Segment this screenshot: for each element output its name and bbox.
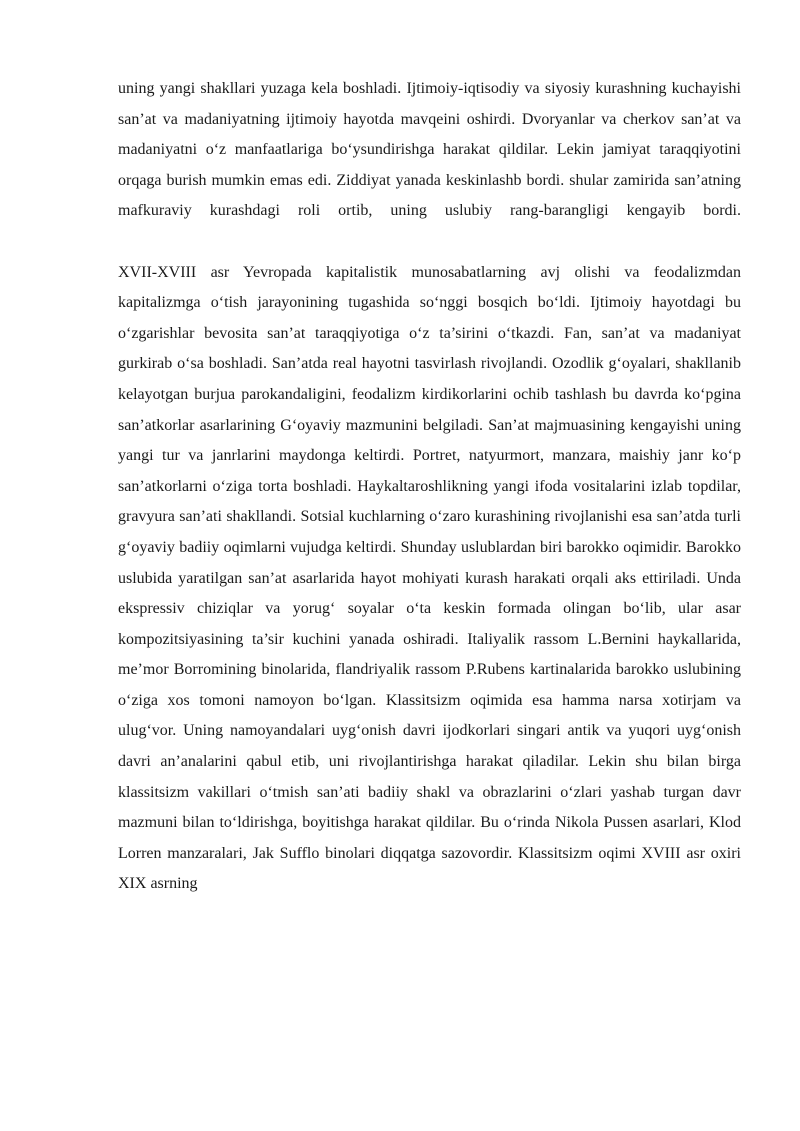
paragraph-1: uning yangi shakllari yuzaga kela boshladi. Ijtimoiy-iqtisodiy va siyosiy kurashning kuchayishi san’at va madaniyatning ijtimoiy hayotda mavqeini oshirdi. Dvoryanlar va cherkov san’at va madaniyatni o‘z manfaatlariga bo‘ysundirishga harakat qildilar. Lekin jamiyat taraqqiyotini orqaga burish mumkin emas edi. Ziddiyat yanada keskinlashb bordi. shular zamirida san’atning mafkuraviy kurashdagi roli ortib, uning uslubiy rang-barangligi kengayib bordi. bbox=[118, 80, 741, 220]
paragraph-2: XVII-XVIII asr Yevropada kapitalistik munosabatlarning avj olishi va feodalizmdan kapitalizmga o‘tish jarayonining tugashida so‘nggi bosqich bo‘ldi. Ijtimoiy hayotdagi bu o‘zgarishlar bevosita san’at taraqqiyotiga o‘z ta’sirini o‘tkazdi. Fan, san’at va madaniyat gurkirab o‘sa boshladi. San’atda real hayotni tasvirlash rivojlandi. Ozodlik g‘oyalari, shakllanib kelayotgan burjua parokandaligini, feodalizm kirdikorlarini ochib tashlash bu davrda ko‘pgina san’atkorlar asarlarining G‘oyaviy mazmunini belgiladi. San’at majmuasining kengayishi uning yangi tur va janrlarini maydonga keltirdi. Portret, natyurmort, manzara, maishiy janr ko‘p san’atkorlarni o‘ziga torta boshladi. Haykaltaroshlikning yangi ifoda vositalarini izlab topdilar, gravyura san’ati shakllandi. Sotsial kuchlarning o‘zaro kurashining rivojlanishi esa san’atda turli g‘oyaviy badiiy oqimlarni vujudga keltirdi. Shunday uslublardan biri barokko oqimidir. Barokko uslubida yaratilgan san’at asarlarida hayot mohiyati kurash harakati orqali aks ettiriladi. Unda ekspressiv chiziqlar va yorug‘ soyalar o‘ta keskin formada olingan bo‘lib, ular asar kompozitsiyasining ta’sir kuchini yanada oshiradi. Italiyalik rassom L.Bernini haykallarida, me’mor Borromining binolarida, flandriyalik rassom P.Rubens kartinalarida barokko uslubining o‘ziga xos tomoni namoyon bo‘lgan. Klassitsizm oqimida esa hamma narsa xotirjam va ulug‘vor. Uning namoyandalari uyg‘onish davri ijodkorlari singari antik va yuqori uyg‘onish davri an’analarini qabul etib, uni rivojlantirishga harakat qiladilar. Lekin shu bilan birga klassitsizm vakillari o‘tmish san’ati badiiy shakl va obrazlarini o‘zlari yashab turgan davr mazmuni bilan to‘ldirishga, boyitishga harakat qildilar. Bu o‘rinda Nikola Pussen asarlari, Klod Lorren manzaralari, Jak Sufflo binolari diqqatga sazovordir. Klassitsizm oqimi XVIII asr oxiri XIX asrning bbox=[118, 263, 741, 893]
paragraph-gap bbox=[118, 227, 741, 258]
document-page bbox=[118, 74, 741, 900]
